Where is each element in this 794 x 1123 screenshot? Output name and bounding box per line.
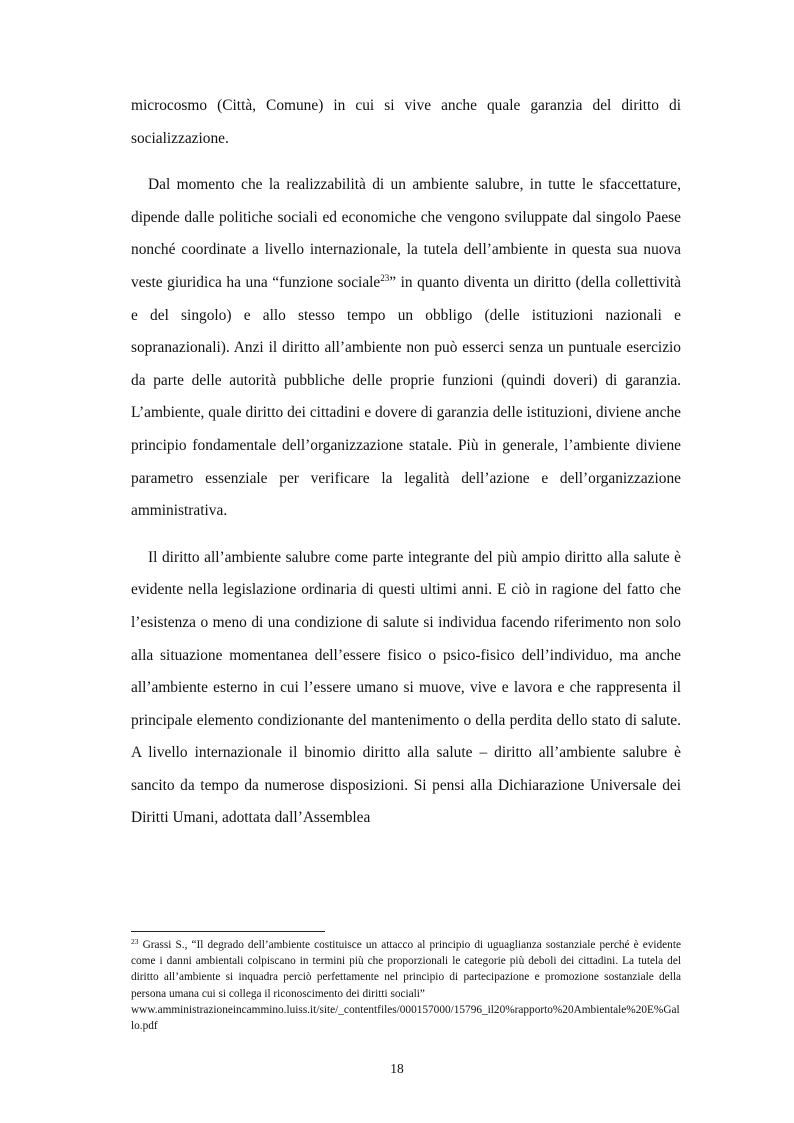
footnote-number: 23	[131, 937, 139, 946]
footnote-reference[interactable]: 23	[380, 272, 390, 283]
footnote-23	[131, 937, 681, 1034]
footnote-url-link[interactable]: www.amministrazioneincammino.luiss.it/site/_contentfiles/000157000/15796_il20%rapporto%20Ambientale%20E%Gallo.pdf	[131, 1003, 680, 1033]
footnote-text: Grassi S., “Il degrado dell’ambiente costituisce un attacco al principio di uguaglianza sostanziale perché è evidente come i danni ambientali colpiscano in termini più che proporzionali le categorie più deboli dei cittadini. La tutela del diritto all’ambiente si inquadra perciò perfettamente nel principio di partecipazione e promozione sostanziale della persona umana cui si collega il riconoscimento dei diritti sociali”	[131, 939, 681, 1000]
paragraph-continuation: microcosmo (Città, Comune) in cui si vive anche quale garanzia del diritto di socializzazione.	[131, 97, 681, 147]
page-number: 18	[390, 1061, 404, 1076]
body-text	[131, 90, 681, 849]
paragraph-health-right: Il diritto all’ambiente salubre come parte integrante del più ampio diritto alla salute è evidente nella legislazione ordinaria di questi ultimi anni. E ciò in ragione del fatto che l’esistenza o meno di una condizione di salute si individua facendo riferimento non solo alla situazione momentanea dell’essere fisico o psico-fisico dell’individuo, ma anche all’ambiente esterno in cui l’essere umano si muove, vive e lavora e che rappresenta il principale elemento condizionante del mantenimento o della perdita dello stato di salute. A livello internazionale il binomio diritto alla salute – diritto all’ambiente salubre è sancito da tempo da numerose disposizioni. Si pensi alla Dichiarazione Universale dei Diritti Umani, adottata dall’Assemblea	[131, 548, 681, 827]
paragraph-social-function: Dal momento che la realizzabilità di un ambiente salubre, in tutte le sfaccettature, dipende dalle politiche sociali ed economiche che vengono sviluppate dal singolo Paese nonché coordinate a livello internazionale, la tutela dell’ambiente in questa sua nuova veste giuridica ha una “funzione sociale$^{23}$” in quanto diventa un diritto (della collettività e del singolo) e allo stesso tempo un obbligo (delle istituzioni nazionali e sopranazionali). Anzi il diritto all’ambiente non può esserci senza un puntuale esercizio da parte delle autorità pubbliche delle proprie funzioni (quindi doveri) di garanzia. L’ambiente, quale diritto dei cittadini e dovere di garanzia delle istituzioni, diviene anche principio fondamentale dell’organizzazione statale. Più in generale, l’ambiente diviene parametro essenziale per verificare la legalità dell’azione e dell’organizzazione amministrativa.	[131, 176, 682, 520]
footnote-divider	[131, 931, 325, 932]
